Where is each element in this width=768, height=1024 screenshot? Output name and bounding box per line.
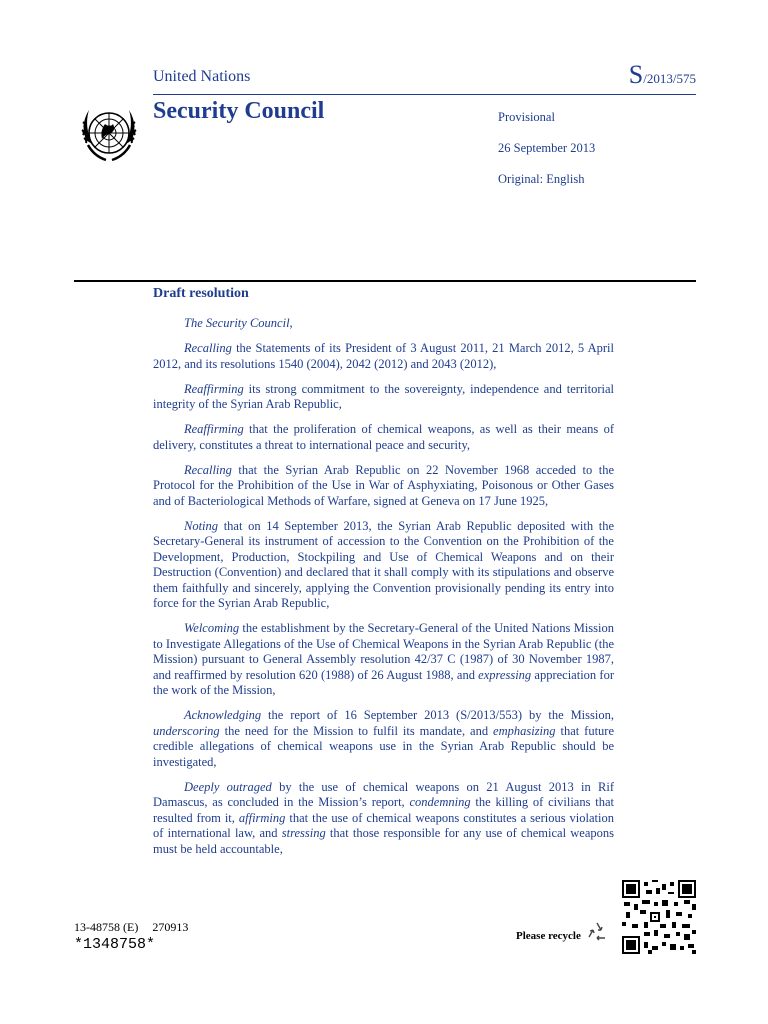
- document-symbol: [629, 60, 696, 90]
- job-date: 270913: [152, 920, 189, 934]
- council-title: Security Council: [153, 98, 325, 124]
- paragraph-4: Reaffirming that the proliferation of chemical weapons, as well as their means of delivery, constitutes a threat to international peace and security,: [153, 422, 614, 452]
- un-emblem-icon: [74, 100, 144, 170]
- paragraph-2: Recalling the Statements of its President of 3 August 2011, 21 March 2012, 5 April 2012, and its resolutions 1540 (2004), 2042 (2012) and 2043 (2012),: [153, 341, 614, 371]
- barcode-text: *1348758*: [74, 936, 156, 953]
- date-label: 26 September 2013: [498, 141, 596, 155]
- paragraph-6: Noting that on 14 September 2013, the Syrian Arab Republic deposited with the Secretary-General its instrument of accession to the Convention on the Prohibition of the Development, Production, Stockpiling and Use of Chemical Weapons and on their Destruction (Convention) and declared that it shall comply with its stipulations and observe them faithfully and sincerely, applying the Convention provisionally pending its entry into force for the Syrian Arab Republic,: [153, 518, 614, 610]
- section-rule: [74, 280, 696, 282]
- symbol-number: /2013/575: [643, 71, 696, 86]
- paragraph-3: Reaffirming its strong commitment to the sovereignty, independence and territorial integrity of the Syrian Arab Republic,: [153, 381, 614, 411]
- header-rule: [153, 94, 696, 95]
- language-label: Original: English: [498, 172, 585, 186]
- paragraph-1: The Security Council,: [184, 316, 293, 330]
- recycle-label: Please recycle: [516, 930, 581, 942]
- qr-code-icon: [622, 880, 696, 954]
- paragraph-8: Acknowledging the report of 16 September 2013 (S/2013/553) by the Mission, underscoring the need for the Mission to fulfil its mandate, and emphasizing that future credible allegations of chemical weapons use in the Syrian Arab Republic should be investigated,: [153, 708, 614, 769]
- paragraph-9: Deeply outraged by the use of chemical weapons on 21 August 2013 in Rif Damascus, as concluded in the Mission’s report, condemning the killing of civilians that resulted from it, affirming that the use of chemical weapons constitutes a serious violation of international law, and stressing that those responsible for any use of chemical weapons must be held accountable,: [153, 779, 614, 856]
- job-number-text: 13-48758 (E): [74, 920, 139, 934]
- un-name: United Nations: [153, 68, 251, 85]
- paragraph-5: Recalling that the Syrian Arab Republic on 22 November 1968 acceded to the Protocol for the Prohibition of the Use in War of Asphyxiating, Poisonous or Other Gases and of Bacteriological Methods of Warfare, signed at Geneva on 17 June 1925,: [153, 462, 614, 508]
- recycle-icon: [585, 920, 609, 944]
- section-heading: Draft resolution: [153, 286, 249, 301]
- symbol-letter: S: [628, 60, 644, 89]
- resolution-body: [153, 316, 614, 867]
- job-number: [74, 920, 188, 935]
- paragraph-7: Welcoming the establishment by the Secretary-General of the United Nations Mission to Investigate Allegations of the Use of Chemical Weapons in the Syrian Arab Republic (the Mission) pursuant to General Assembly resolution 42/37 C (1987) of 30 November 1987, and reaffirmed by resolution 620 (1988) of 26 August 1988, and expressing appreciation for the work of the Mission,: [153, 621, 614, 697]
- status-label: Provisional: [498, 110, 555, 124]
